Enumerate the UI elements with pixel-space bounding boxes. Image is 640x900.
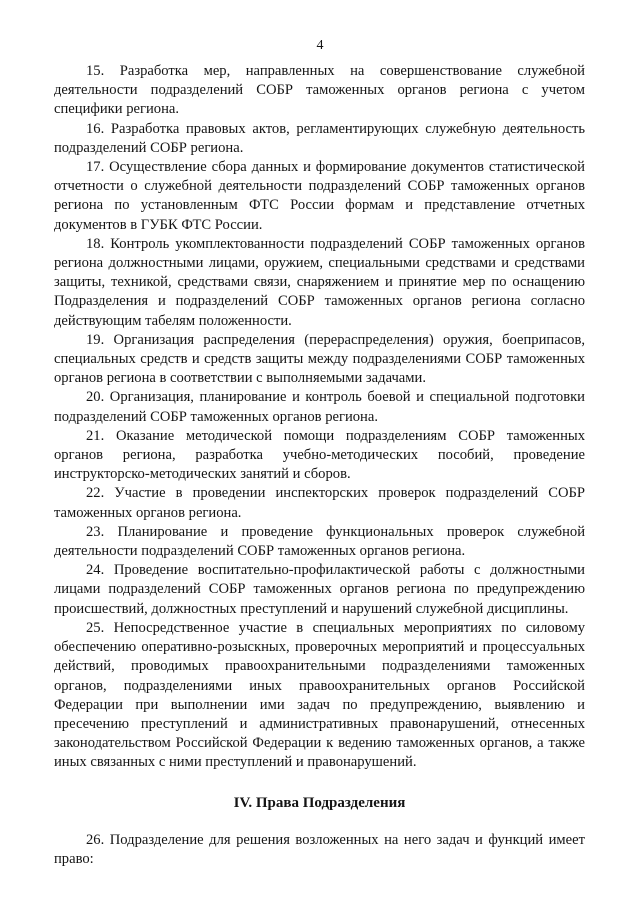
paragraph-16: 16. Разработка правовых актов, регламентирующих служебную деятельность подразделений СОБР региона. [54, 120, 585, 156]
paragraph-25: 25. Непосредственное участие в специальных мероприятиях по силовому обеспечению оперативно-розыскных, проверочных мероприятий и процессуальных действий, проводимых правоохранительными подразделениями таможенных органов, подразделениями иных правоохранительных органов Российской Федерации при выполнении ими задач по предупреждению, выявлению и пресечению преступлений и административных правонарушений, отнесенных законодательством Российской Федерации к ведению таможенных органов, а также иных связанных с ними преступлений и правонарушений. [54, 619, 585, 771]
paragraph-19: 19. Организация распределения (перераспределения) оружия, боеприпасов, специальных средств и средств защиты между подразделениями СОБР таможенных органов региона в соответствии с выполняемыми задачами. [54, 331, 585, 387]
paragraph-20: 20. Организация, планирование и контроль боевой и специальной подготовки подразделений СОБР таможенных органов региона. [54, 389, 585, 425]
paragraph-24: 24. Проведение воспитательно-профилактической работы с должностными лицами подразделений СОБР таможенных органов региона по предупреждению происшествий, должностных преступлений и нарушений служебной дисциплины. [54, 562, 585, 617]
paragraph-22: 22. Участие в проведении инспекторских проверок подразделений СОБР таможенных органов региона. [54, 485, 585, 521]
paragraph-15: 15. Разработка мер, направленных на совершенствование служебной деятельности подразделений СОБР таможенных органов региона с учетом специфики региона. [54, 63, 585, 118]
paragraph-23: 23. Планирование и проведение функциональных проверок служебной деятельности подразделений СОБР таможенных органов региона. [54, 523, 585, 560]
page-number: 4 [316, 38, 324, 53]
paragraph-26: 26. Подразделение для решения возложенных на него задач и функций имеет право: [54, 831, 585, 867]
paragraph-17: 17. Осуществление сбора данных и формирование документов статистической отчетности о служебной деятельности подразделений СОБР таможенных органов региона по установленным ФТС России формам и представление отчетных документов в ГУБК ФТС России. [54, 159, 585, 233]
document-body [54, 62, 585, 869]
section-heading: IV. Права Подразделения [233, 794, 406, 811]
paragraph-18: 18. Контроль укомплектованности подразделений СОБР таможенных органов региона должностными лицами, оружием, специальными средствами и средствами защиты, техникой, средствами связи, снаряжением и принятие мер по оснащению Подразделения и подразделений СОБР таможенных органов региона согласно действующим табелям положенности. [54, 235, 585, 329]
paragraph-21: 21. Оказание методической помощи подразделениям СОБР таможенных органов региона, разработка учебно-методических пособий, проведение инструкторско-методических занятий и сборов. [54, 427, 585, 483]
